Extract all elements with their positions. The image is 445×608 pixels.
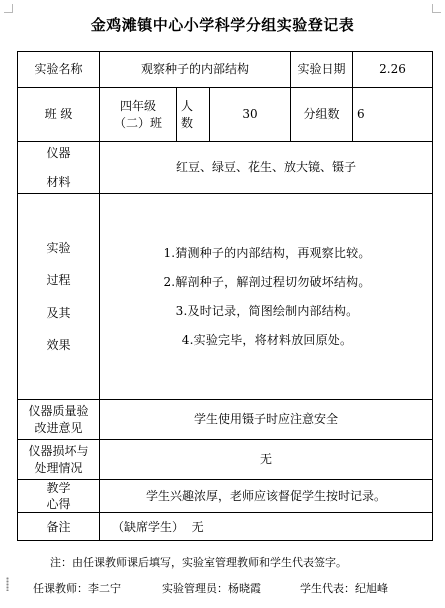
process-label-line: 实验	[46, 241, 71, 256]
improvement-label-line1: 仪器质量验	[28, 404, 89, 419]
damage-label	[18, 440, 100, 480]
table-row	[18, 513, 433, 541]
class-value-section: （二）班	[113, 115, 162, 130]
table-row	[18, 400, 433, 440]
equipment-value: 红豆、绿豆、花生、放大镜、镊子	[100, 142, 433, 194]
experiment-name-label: 实验名称	[18, 52, 100, 88]
process-step: 3.及时记录，简图绘制内部结构。	[175, 304, 359, 318]
people-label: 人 数	[177, 88, 210, 142]
process-label-line: 效果	[46, 337, 71, 352]
reflection-label	[18, 480, 100, 513]
table-row	[18, 480, 433, 513]
process-steps	[100, 194, 433, 400]
groups-value: 6	[353, 88, 433, 142]
table-row	[18, 194, 433, 400]
table-row	[18, 52, 433, 88]
table-row	[18, 88, 433, 142]
experiment-date-label: 实验日期	[291, 52, 353, 88]
groups-label: 分组数	[291, 88, 353, 142]
reflection-label-line2: 心得	[46, 497, 71, 512]
process-label	[18, 194, 100, 400]
process-label-line: 过程	[46, 273, 71, 288]
process-label-line: 及其	[46, 305, 71, 320]
improvement-label	[18, 400, 100, 440]
process-step: 4.实验完毕，将材料放回原处。	[181, 333, 353, 348]
improvement-label-line2: 改进意见	[34, 420, 83, 435]
table-row	[18, 142, 433, 194]
equipment-label-line2: 材料	[46, 174, 71, 189]
damage-label-line2: 处理情况	[34, 460, 83, 475]
improvement-value: 学生使用镊子时应注意安全	[100, 400, 433, 440]
reflection-value: 学生兴趣浓厚，老师应该督促学生按时记录。	[100, 480, 433, 513]
remarks-value: （缺席学生） 无	[100, 513, 433, 541]
student-representative-signature: 学生代表：纪旭峰	[300, 582, 388, 595]
experiment-date-value: 2.26	[353, 52, 433, 88]
damage-label-line1: 仪器损坏与	[28, 444, 89, 459]
damage-value: 无	[100, 440, 433, 480]
class-value	[100, 88, 177, 142]
experiment-record-table	[17, 51, 433, 541]
page-title: 金鸡滩镇中心小学科学分组实验登记表	[90, 16, 355, 34]
class-value-grade: 四年级	[119, 99, 156, 114]
equipment-label	[18, 142, 100, 194]
remarks-label: 备注	[18, 513, 100, 541]
lab-manager-signature: 实验管理员：杨晓霞	[162, 582, 261, 595]
equipment-label-line1: 仪器	[46, 146, 71, 161]
drag-handle-dots	[5, 577, 10, 591]
page-corner-mark	[4, 4, 13, 13]
process-step: 1.猜测种子的内部结构，再观察比较。	[163, 245, 371, 260]
table-row	[18, 440, 433, 480]
teacher-signature: 任课教师：李二宁	[33, 582, 121, 595]
experiment-name-value: 观察种子的内部结构	[100, 52, 291, 88]
class-label: 班 级	[18, 88, 100, 142]
people-value: 30	[210, 88, 291, 142]
reflection-label-line1: 教学	[46, 481, 71, 495]
footnote: 注：由任课教师课后填写，实验室管理教师和学生代表签字。	[50, 556, 347, 569]
page-corner-mark	[432, 4, 441, 13]
process-step: 2.解剖种子，解剖过程切勿破坏结构。	[163, 274, 371, 289]
